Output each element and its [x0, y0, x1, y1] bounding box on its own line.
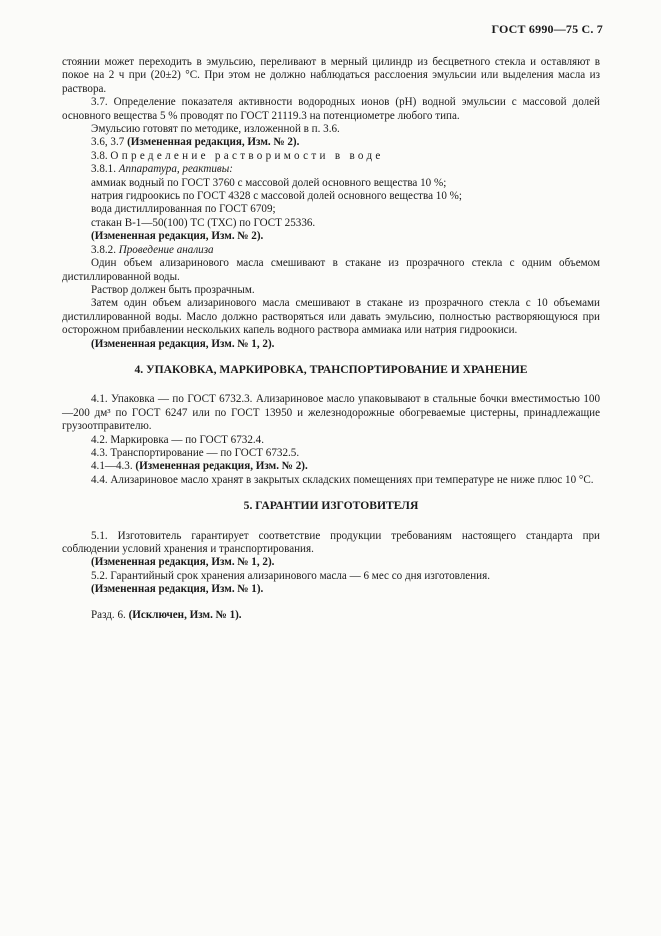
document-body	[62, 56, 600, 622]
clause-number: 3.8.	[91, 149, 108, 162]
paragraph-analysis-3: Затем один объем ализаринового масла смешивают в стакане из прозрачного стекла с 10 объемами дистиллированной воды. Масло должно растворяться или давать эмульсию, полностью растворяющуюся при осторожном прибавлении нескольких капель водного раствора аммиака или натрия гидроокиси.	[62, 297, 600, 337]
amendment-note: (Измененная редакция, Изм. № 1, 2).	[91, 337, 275, 350]
clause-title: Проведение анализа	[118, 243, 214, 256]
paragraph-5-2: 5.2. Гарантийный срок хранения ализаринового масла — 6 мес со дня изготовления.	[91, 569, 490, 582]
paragraph-3-7: 3.7. Определение показателя активности водородных ионов (pH) водной эмульсии с массовой долей основного вещества 5 % проводят по ГОСТ 21119.3 на потенциометре любого типа.	[62, 96, 600, 122]
paragraph-5-1: 5.1. Изготовитель гарантирует соответствие продукции требованиям настоящего стандарта при соблюдении условий хранения и транспортирования.	[62, 529, 600, 555]
paragraph-continuation: стоянии может переходить в эмульсию, переливают в мерный цилиндр из бесцветного стекла и оставляют в покое на 2 ч при (20±2) °С. При этом не должно наблюдаться расслоения эмульсии или выделения масла из раствора.	[62, 56, 600, 95]
reagent-item: стакан В-1—50(100) ТС (ТХС) по ГОСТ 25336.	[91, 216, 316, 229]
clause-ref: 4.1—4.3.	[91, 460, 133, 473]
amendment-note: (Измененная редакция, Изм. № 2).	[91, 230, 264, 243]
reagent-item: натрия гидроокись по ГОСТ 4328 с массовой долей основного вещества 10 %;	[91, 190, 462, 203]
section-4-heading: 4. УПАКОВКА, МАРКИРОВКА, ТРАНСПОРТИРОВАНИЕ И ХРАНЕНИЕ	[134, 362, 528, 376]
paragraph-4-2: 4.2. Маркировка — по ГОСТ 6732.4.	[91, 433, 264, 446]
section-ref: Разд. 6.	[91, 608, 126, 621]
clause-title: Аппаратура, реактивы:	[118, 163, 233, 176]
reagent-item: вода дистиллированная по ГОСТ 6709;	[91, 203, 276, 216]
reagent-item: аммиак водный по ГОСТ 3760 с массовой долей основного вещества 10 %;	[91, 176, 447, 189]
paragraph-4-1-4-3-note	[62, 460, 600, 473]
paragraph-3-8-2	[62, 244, 600, 257]
amendment-note: (Измененная редакция, Изм. № 2).	[135, 460, 308, 473]
clause-ref: 3.6, 3.7	[91, 136, 125, 149]
page-header: ГОСТ 6990—75 С. 7	[491, 22, 603, 36]
paragraph-3-8	[62, 150, 600, 163]
paragraph-4-3: 4.3. Транспортирование — по ГОСТ 6732.5.	[91, 446, 300, 459]
clause-number: 3.8.2.	[91, 243, 116, 256]
paragraph-analysis-1: Один объем ализаринового масла смешивают в стакане из прозрачного стекла с одним объемом дистиллированной воды.	[62, 257, 600, 283]
clause-title: Определение растворимости в воде	[110, 149, 384, 162]
paragraph-3-8-1	[62, 163, 600, 176]
paragraph-4-4: 4.4. Ализариновое масло хранят в закрытых складских помещениях при температуре не ниже плюс 10 °С.	[91, 473, 594, 486]
amendment-note: (Измененная редакция, Изм. № 1).	[91, 583, 264, 596]
clause-number: 3.8.1.	[91, 163, 116, 176]
paragraph-4-1: 4.1. Упаковка — по ГОСТ 6732.3. Ализариновое масло упаковывают в стальные бочки вместимостью 100—200 дм³ по ГОСТ 6247 или по ГОСТ 13950 и железнодорожные обогреваемые цистерны, принадлежащие грузоотправителю.	[62, 393, 600, 433]
exclusion-note: (Исключен, Изм. № 1).	[128, 608, 242, 621]
amendment-note: (Измененная редакция, Изм. № 1, 2).	[91, 556, 275, 569]
amendment-note: (Измененная редакция, Изм. № 2).	[127, 136, 300, 149]
paragraph-razd-6	[62, 609, 600, 622]
paragraph-3-6-3-7-note	[62, 136, 600, 149]
paragraph-emulsion: Эмульсию готовят по методике, изложенной в п. 3.6.	[91, 123, 340, 136]
paragraph-analysis-2: Раствор должен быть прозрачным.	[91, 283, 255, 296]
section-5-heading: 5. ГАРАНТИИ ИЗГОТОВИТЕЛЯ	[243, 499, 419, 513]
